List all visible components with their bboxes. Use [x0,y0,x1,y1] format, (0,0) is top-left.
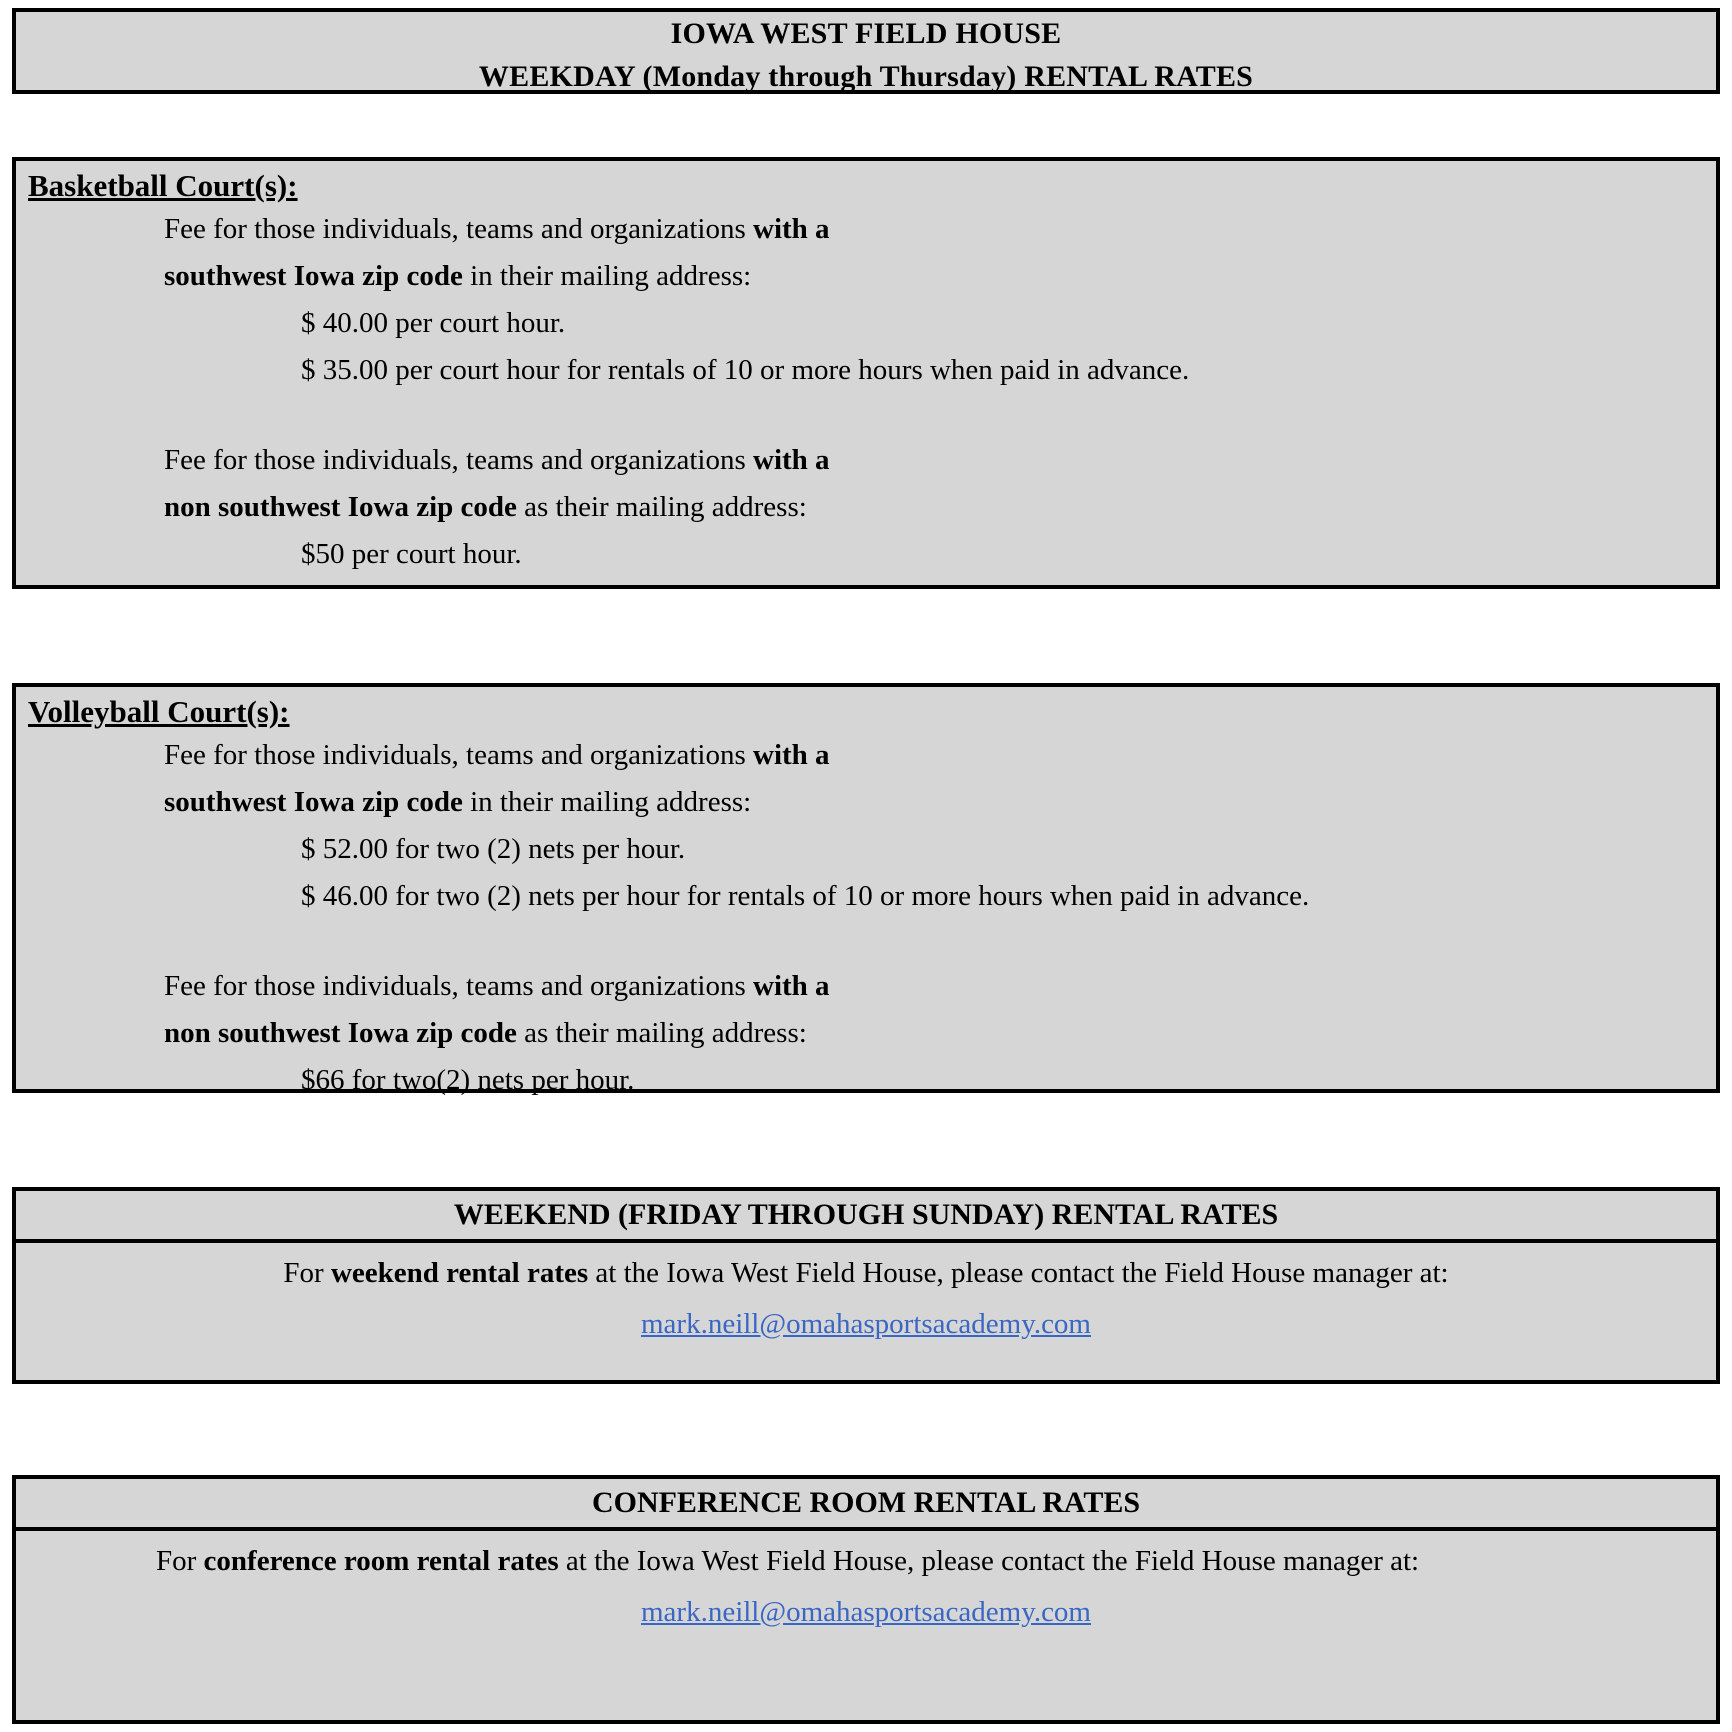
document-title-line-2: WEEKDAY (Monday through Thursday) RENTAL RATES [478,60,1254,93]
basketball-nsw-line-2 [164,484,1716,531]
basketball-southwest-paragraph [16,206,1716,394]
basketball-sw-line-1-bold: with a [753,213,830,245]
volleyball-nsw-line-1 [164,963,1716,1010]
volleyball-sw-line-1-plain: Fee for those individuals, teams and organizations [164,739,754,771]
weekend-body-text [16,1243,1716,1298]
volleyball-nsw-line-2-plain: as their mailing address: [516,1017,807,1049]
basketball-paragraph-spacer [16,394,1716,437]
volleyball-nsw-line-1-plain: Fee for those individuals, teams and organizations [164,970,754,1002]
volleyball-southwest-paragraph [16,732,1716,920]
volleyball-nsw-line-2 [164,1010,1716,1057]
basketball-sw-line-1 [164,206,1716,253]
basketball-heading: Basketball Court(s): [28,168,298,203]
weekend-body-suffix: at the Iowa West Field House, please contact the Field House manager at: [588,1257,1449,1289]
basketball-nsw-line-2-plain: as their mailing address: [516,491,807,523]
basketball-nsw-line-1-plain: Fee for those individuals, teams and organizations [164,444,754,476]
basketball-nsw-line-1-bold: with a [753,444,830,476]
title-box [12,8,1720,94]
conference-email-link[interactable]: mark.neill@omahasportsacademy.com [640,1596,1091,1628]
conference-body-prefix: For [156,1545,204,1577]
basketball-sw-line-2-plain: in their mailing address: [462,260,752,292]
weekend-email-line [16,1298,1716,1350]
weekend-title: WEEKEND (FRIDAY THROUGH SUNDAY) RENTAL RATES [16,1191,1716,1243]
volleyball-non-southwest-paragraph [16,963,1716,1104]
basketball-sw-line-1-plain: Fee for those individuals, teams and organizations [164,213,754,245]
basketball-nsw-line-1 [164,437,1716,484]
volleyball-nsw-price-1: $66 for two(2) nets per hour. [301,1064,635,1096]
conference-body-bold: conference room rental rates [203,1545,559,1577]
weekend-email-link[interactable]: mark.neill@omahasportsacademy.com [640,1308,1091,1340]
basketball-rates-box [12,157,1720,589]
conference-email-line [16,1586,1716,1638]
volleyball-heading: Volleyball Court(s): [28,694,290,729]
basketball-nsw-price-1: $50 per court hour. [301,538,522,570]
conference-room-rates-box [12,1475,1720,1724]
weekend-body-prefix: For [283,1257,331,1289]
basketball-nsw-line-2-bold: non southwest Iowa zip code [164,491,517,523]
volleyball-paragraph-spacer [16,920,1716,963]
weekend-body-bold: weekend rental rates [330,1257,589,1289]
volleyball-sw-price-2: $ 46.00 for two (2) nets per hour for rentals of 10 or more hours when paid in advance. [301,880,1310,912]
basketball-sw-line-2 [164,253,1716,300]
volleyball-nsw-line-2-bold: non southwest Iowa zip code [164,1017,517,1049]
basketball-sw-price-2: $ 35.00 per court hour for rentals of 10 or more hours when paid in advance. [301,354,1190,386]
basketball-sw-line-2-bold: southwest Iowa zip code [164,260,463,292]
volleyball-sw-line-1 [164,732,1716,779]
volleyball-nsw-line-1-bold: with a [753,970,830,1002]
basketball-sw-price-1: $ 40.00 per court hour. [301,307,566,339]
volleyball-sw-line-1-bold: with a [753,739,830,771]
weekend-rates-box [12,1187,1720,1384]
conference-body-text [16,1531,1716,1586]
conference-body-suffix: at the Iowa West Field House, please contact the Field House manager at: [558,1545,1420,1577]
document-title-line-1: IOWA WEST FIELD HOUSE [670,17,1062,50]
volleyball-sw-price-1: $ 52.00 for two (2) nets per hour. [301,833,686,865]
volleyball-sw-line-2-bold: southwest Iowa zip code [164,786,463,818]
basketball-non-southwest-paragraph [16,437,1716,578]
conference-title: CONFERENCE ROOM RENTAL RATES [16,1479,1716,1531]
volleyball-rates-box [12,683,1720,1096]
volleyball-sw-line-2 [164,779,1716,826]
volleyball-sw-line-2-plain: in their mailing address: [462,786,752,818]
